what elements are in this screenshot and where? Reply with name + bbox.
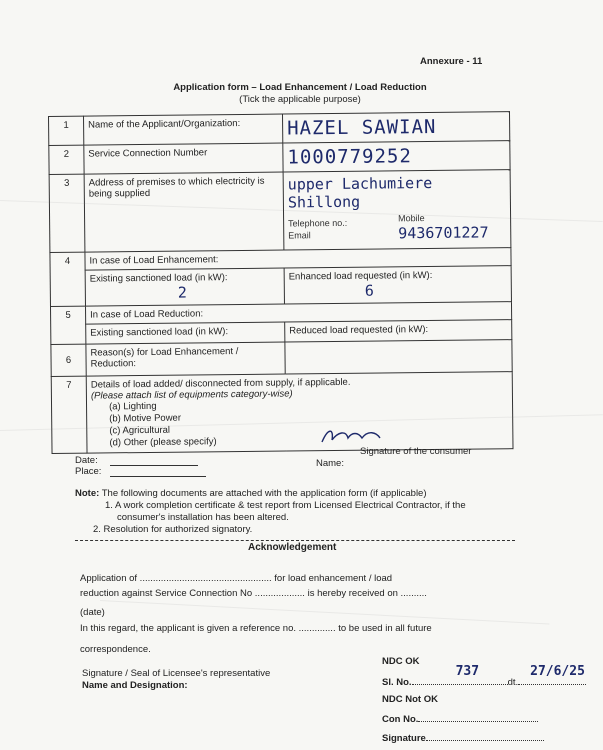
mobile-value: 9436701227: [398, 223, 489, 243]
con-no-row: [382, 713, 538, 725]
consumer-signature-block: [316, 446, 471, 470]
row-number: 7: [51, 376, 87, 453]
place-row: [75, 466, 206, 477]
load-category-agricultural[interactable]: (c) Agricultural: [109, 424, 171, 437]
ack-line-1: Application of .................................................. for load enhancement / load: [80, 573, 393, 584]
licensee-signature-block: [82, 668, 270, 692]
row-number: 2: [49, 145, 84, 174]
service-connection-field[interactable]: [283, 141, 510, 172]
telephone-label: Telephone no.:: [288, 217, 348, 229]
load-enhancement-heading: In case of Load Enhancement:: [85, 248, 511, 270]
annexure-label: Annexure - 11: [420, 56, 483, 67]
note-text: The following documents are attached with the application form (if applicable): [101, 488, 427, 499]
signature-row: [382, 732, 544, 744]
mobile-label: Mobile: [398, 213, 425, 224]
con-no-label: Con No.: [382, 714, 419, 725]
row-number: 6: [51, 344, 86, 376]
enhanced-load-value: 6: [364, 281, 374, 300]
table-row: [51, 372, 513, 454]
row-number: 3: [49, 174, 85, 252]
load-details-cell: [86, 372, 513, 453]
date-value: 27/6/25: [530, 664, 585, 679]
reason-field[interactable]: [285, 340, 512, 374]
email-label: Email: [288, 230, 311, 241]
row-number: 4: [50, 252, 86, 306]
applicant-name-value: HAZEL SAWIAN: [287, 115, 437, 140]
row-number: 5: [50, 306, 85, 344]
acknowledgement-title: Acknowledgement: [248, 542, 337, 553]
divider: [75, 540, 515, 541]
load-category-lighting[interactable]: (a) Lighting: [108, 400, 157, 413]
date-label: Date:: [75, 455, 98, 466]
note-item-1: 1. A work completion certificate & test report from Licensed Electrical Contractor, if the consumer's installation has been altered.: [105, 500, 466, 523]
load-category-motive-power[interactable]: (b) Motive Power: [109, 412, 182, 425]
ack-line-5: correspondence.: [80, 644, 151, 655]
licensee-signature-label: Signature / Seal of Licensee's representative: [82, 668, 271, 679]
ndc-signature-label: Signature: [382, 733, 426, 744]
con-no-input[interactable]: [418, 713, 538, 722]
application-table: [48, 111, 514, 454]
ndc-ok-label: NDC OK: [382, 656, 420, 667]
place-input[interactable]: [110, 467, 206, 477]
existing-load-value: 2: [177, 283, 187, 302]
consumer-signature-label: Signature of the consumer: [360, 446, 472, 457]
load-details-label: Details of load added/ disconnected from supply, if applicable.: [90, 376, 351, 391]
place-label: Place:: [75, 466, 102, 477]
licensee-name-label: Name and Designation:: [82, 680, 188, 691]
ack-line-3: (date): [80, 607, 105, 618]
ack-line-4: In this regard, the applicant is given a reference no. .............. to be used in all future: [80, 623, 432, 634]
load-reduction-heading: In case of Load Reduction:: [85, 302, 511, 324]
service-connection-label: Service Connection Number: [84, 143, 283, 174]
address-value: upper Lachumiere Shillong: [287, 173, 433, 212]
applicant-name-label: Name of the Applicant/Organization:: [84, 114, 283, 145]
enhanced-load-label: Enhanced load requested (in kW):: [288, 269, 433, 283]
ack-line-2: reduction against Service Connection No ................... is hereby received on ..........: [80, 588, 427, 599]
consumer-name-label: Name:: [316, 458, 344, 469]
load-category-other[interactable]: (d) Other (please specify): [109, 436, 217, 449]
reason-label: Reason(s) for Load Enhancement / Reduction:: [86, 342, 285, 376]
ndc-not-ok-label: NDC Not OK: [382, 694, 438, 705]
address-label: Address of premises to which electricity is being supplied: [84, 172, 284, 252]
table-row: [50, 266, 511, 307]
table-row: [51, 340, 512, 377]
row-number: 1: [49, 116, 84, 145]
form-subtitle: (Tick the applicable purpose): [239, 94, 361, 105]
applicant-name-field[interactable]: [282, 112, 509, 143]
dt-label: dt.: [507, 677, 519, 688]
existing-load-field[interactable]: [85, 268, 284, 306]
reduced-load-field[interactable]: Reduced load requested (in kW):: [285, 320, 512, 342]
service-connection-value: 1000779252: [287, 145, 412, 169]
sl-no-label: Sl. No.: [382, 677, 412, 688]
sl-no-value: 737: [455, 664, 480, 679]
ndc-signature-input[interactable]: [426, 732, 544, 741]
enhanced-load-field[interactable]: [284, 266, 511, 304]
existing-load-reduction-field[interactable]: Existing sanctioned load (in kW):: [86, 322, 285, 344]
note-item-2: 2. Resolution for authorized signatory.: [93, 524, 253, 535]
note-block: [75, 488, 515, 536]
date-input[interactable]: [110, 456, 198, 466]
date-row: [75, 455, 198, 466]
sl-no-row: [382, 664, 586, 688]
address-field[interactable]: [283, 170, 511, 250]
table-row: [49, 170, 511, 253]
load-details-hint: (Please attach list of equipments category-wise): [90, 388, 293, 402]
existing-load-label: Existing sanctioned load (in kW):: [89, 272, 228, 285]
note-prefix: Note:: [75, 488, 100, 499]
form-title: Application form – Load Enhancement / Load Reduction: [173, 82, 427, 93]
